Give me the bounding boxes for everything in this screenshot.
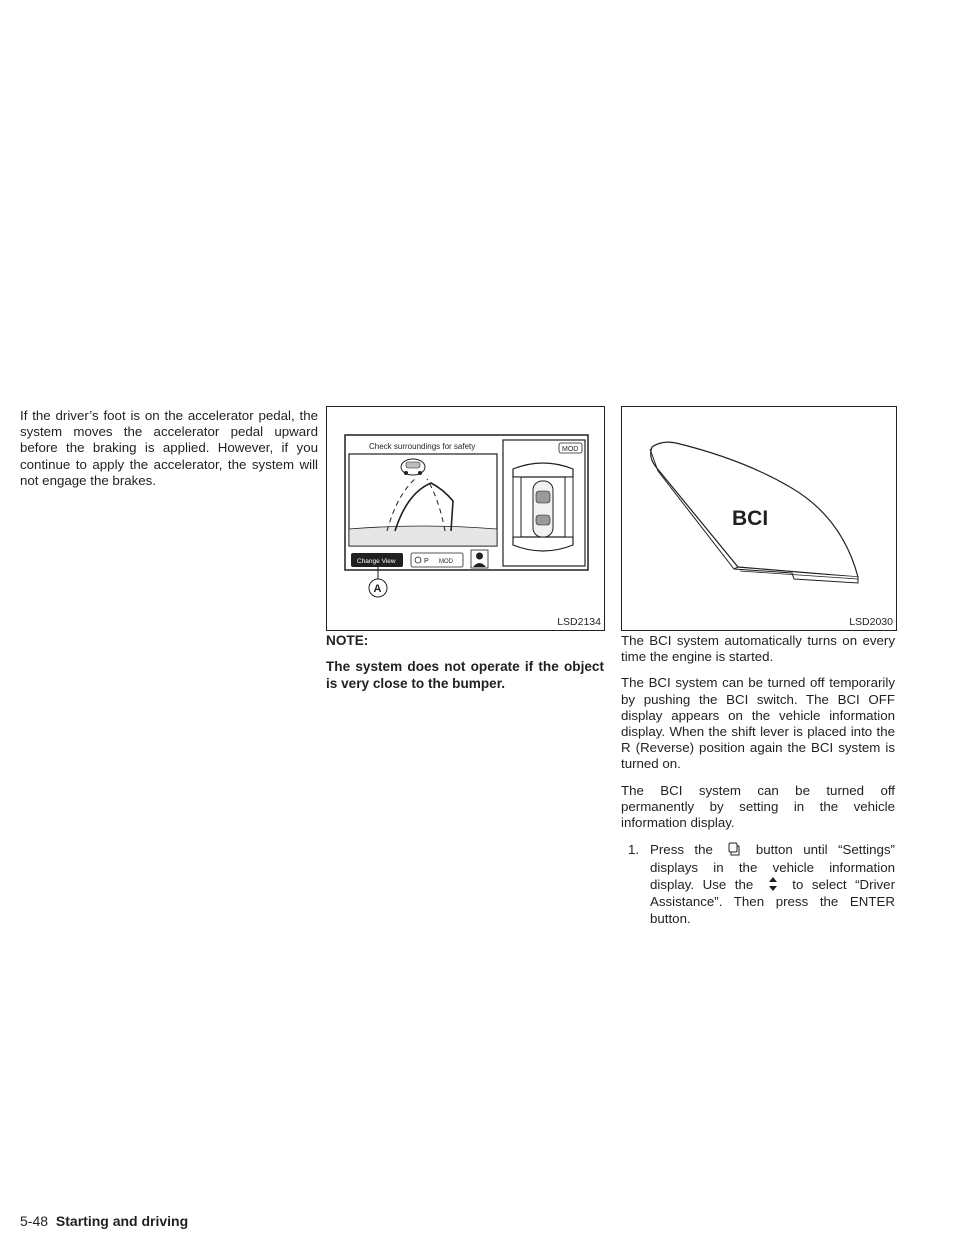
middle-column	[326, 633, 604, 702]
screen-header-text: Check surroundings for safety	[369, 442, 476, 451]
mod-badge: MOD	[562, 446, 579, 453]
note-heading: NOTE:	[326, 633, 369, 648]
up-down-arrows-icon	[762, 877, 784, 891]
figure-bci-switch	[621, 406, 897, 631]
status-p: P	[424, 558, 429, 565]
left-column	[20, 408, 318, 499]
intro-paragraph: If the driver’s foot is on the accelerator pedal, the system moves the accelerator pedal upward before the braking is applied. However, if you continue to apply the accelerator, the system will not engage the brakes.	[20, 408, 318, 488]
right-column	[621, 633, 895, 928]
monitor-illustration	[327, 407, 604, 630]
object-car-icon	[401, 459, 425, 475]
figure-code: LSD2030	[849, 616, 893, 628]
figure-monitor-screen	[326, 406, 605, 631]
paragraph-perm-off: The BCI system can be turned off permanently by setting in the vehicle information display.	[621, 782, 895, 831]
step-1	[621, 841, 895, 927]
step-text-2: button until “Settings” displays in the vehicle information display. Use the	[650, 842, 895, 892]
paragraph-auto-on: The BCI system automatically turns on every time the engine is started.	[621, 633, 895, 665]
section-title: Starting and driving	[55, 1213, 189, 1229]
page-number: 5-48	[20, 1213, 49, 1229]
page-footer	[20, 1213, 188, 1229]
status-mod: MOD	[439, 559, 453, 565]
step-text-1: Press the	[650, 842, 713, 858]
step-number: 1.	[628, 842, 640, 858]
bci-switch-illustration	[622, 407, 896, 630]
bci-label: BCI	[732, 507, 769, 530]
change-view-button: Change View	[357, 558, 396, 565]
step-text-3: to select “Driver Assistance”. Then press the ENTER button.	[650, 876, 895, 927]
paragraph-temp-off: The BCI system can be turned off temporarily by pushing the BCI switch. The BCI OFF display appears on the vehicle information display. When the shift lever is placed into the R (Reverse) position again the BCI system is turned on.	[621, 675, 895, 772]
menu-button-icon	[723, 842, 745, 856]
callout-a: A	[373, 583, 382, 595]
figure-code: LSD2134	[557, 616, 601, 628]
note-body: The system does not operate if the object is very close to the bumper.	[326, 659, 604, 691]
